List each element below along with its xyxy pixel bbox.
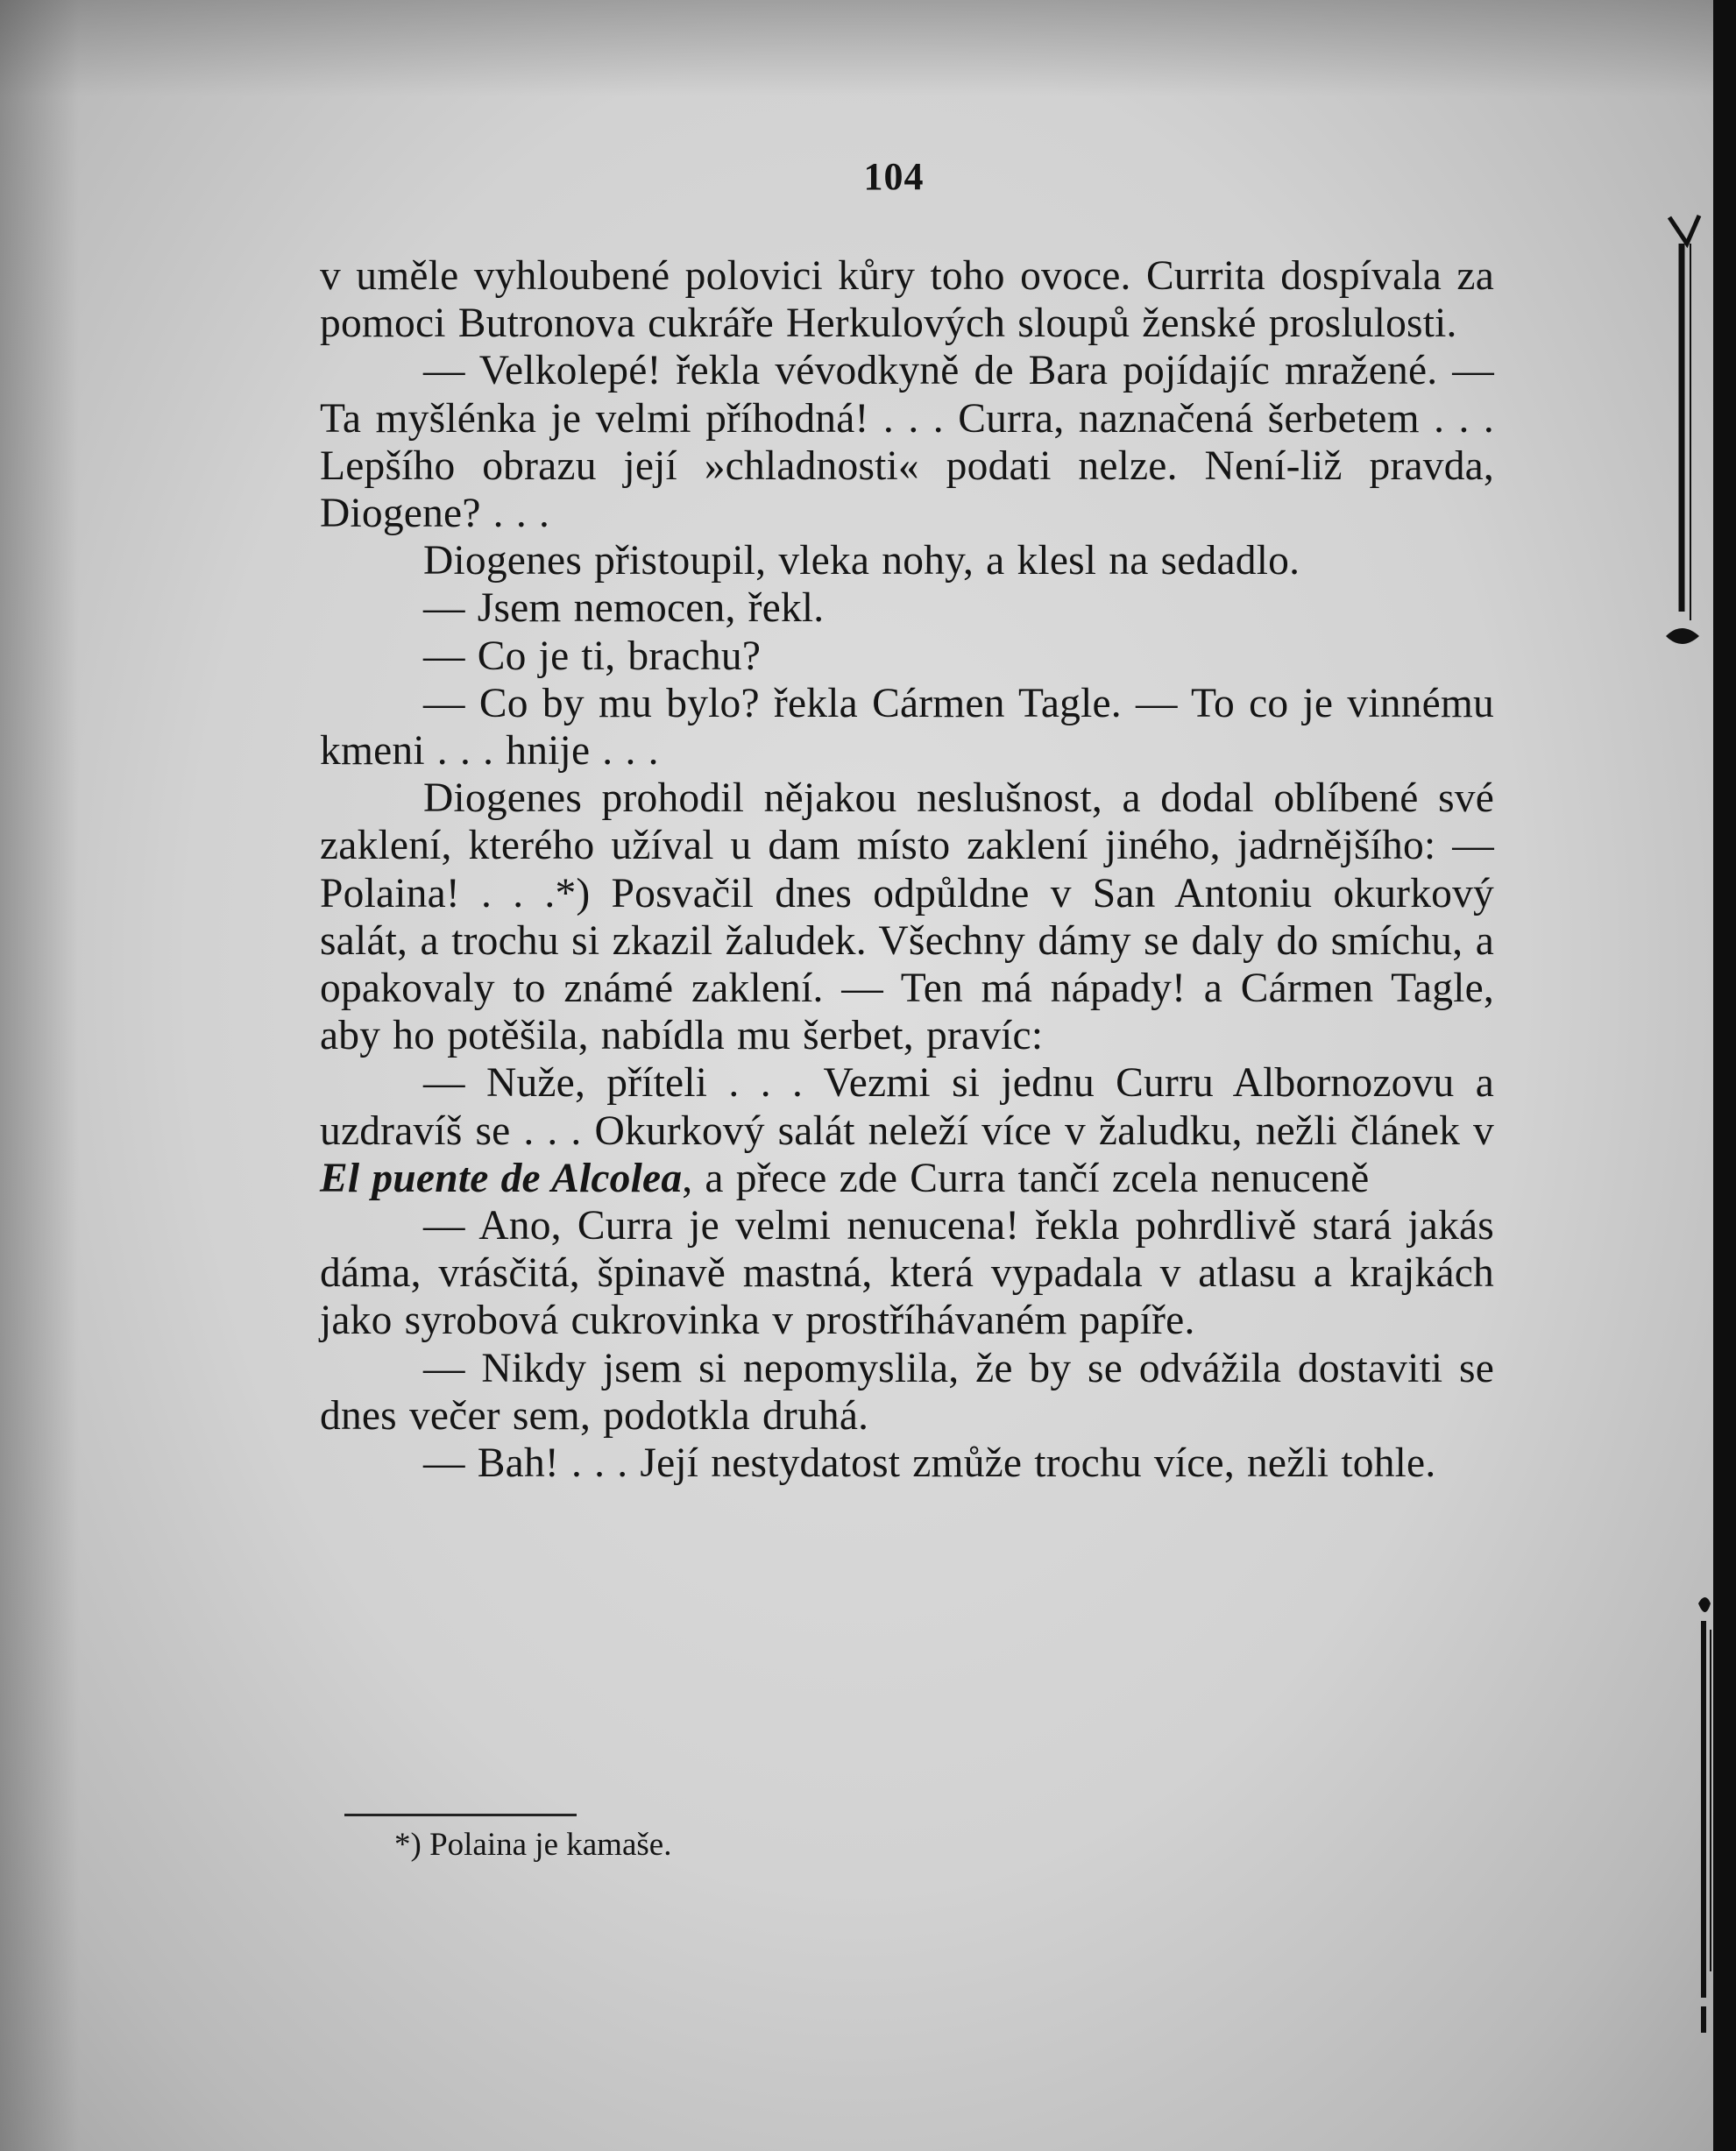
paragraph-3: Diogenes přistoupil, vleka nohy, a klesl na sedadlo. (423, 538, 1300, 584)
paragraph-7: Diogenes prohodil nějakou neslušnost, a dodal oblíbené své zaklení, kterého užíval u dam místo zaklení jiného, jadrnějšího: — Polaina! . . .*) Posvačil dnes odpůldne v San Antoniu okurkový salát, a trochu si zkazil žaludek. Všechny dámy se daly do smíchu, a opakovaly to známé zaklení. — Ten má nápady! a Cármen Tagle, aby ho potěšila, nabídla mu šerbet, pravíc: (320, 775, 1494, 1059)
page-number: 104 (863, 155, 925, 198)
footnote-rule (344, 1814, 577, 1816)
margin-bracket-bottom (1691, 1586, 1713, 2041)
newspaper-title-italic: El puente de Alcolea (320, 1155, 683, 1201)
paragraph-9: — Ano, Curra je velmi nenucena! řekla pohrdlivě stará jakás dáma, vrásčitá, špinavě mastná, která vypadala v atlasu a krajkách jako syrobová cukrovinka v prostříhávaném papíře. (320, 1203, 1494, 1344)
footnote: *) Polaina je kamaše. (394, 1827, 672, 1863)
paragraph-5: — Co je ti, brachu? (423, 633, 762, 679)
page-shadow-left (0, 0, 79, 2151)
margin-bracket-top (1661, 209, 1704, 664)
paragraph-10: — Nikdy jsem si nepomyslila, že by se odvážila dostaviti se dnes večer sem, podotkla druhá. (320, 1345, 1494, 1439)
paragraph-11: — Bah! . . . Její nestydatost zmůže trochu více, nežli tohle. (423, 1440, 1436, 1487)
paragraph-4: — Jsem nemocen, řekl. (423, 585, 825, 632)
paragraph-8-after-italic: , a přece zde Curra tančí zcela nenuceně (682, 1155, 1370, 1201)
paragraph-1: v uměle vyhloubené polovici kůry toho ovoce. Currita dospívala za pomoci Butronova cukráře Herkulových sloupů ženské proslulosti. (320, 253, 1494, 347)
paragraph-8 (320, 1059, 1494, 1202)
paragraph-2: — Velkolepé! řekla vévodkyně de Bara pojídajíc mražené. — Ta myšlénka je velmi příhodná! . . . Curra, naznačená šerbetem . . . Lepšího obrazu její »chladnosti« podati nelze. Není-liž pravda, Diogene? . . . (320, 348, 1494, 537)
paragraph-8-before-italic: — Nuže, příteli . . . Vezmi si jednu Curru Albornozovu a uzdravíš se . . . Okurkový salát neleží více v žaludku, nežli článek v (320, 1060, 1494, 1154)
page-shadow-top (0, 0, 1713, 96)
body-text (320, 252, 1494, 1487)
paragraph-6: — Co by mu bylo? řekla Cármen Tagle. — To co je vinnému kmeni . . . hnije . . . (320, 680, 1494, 775)
